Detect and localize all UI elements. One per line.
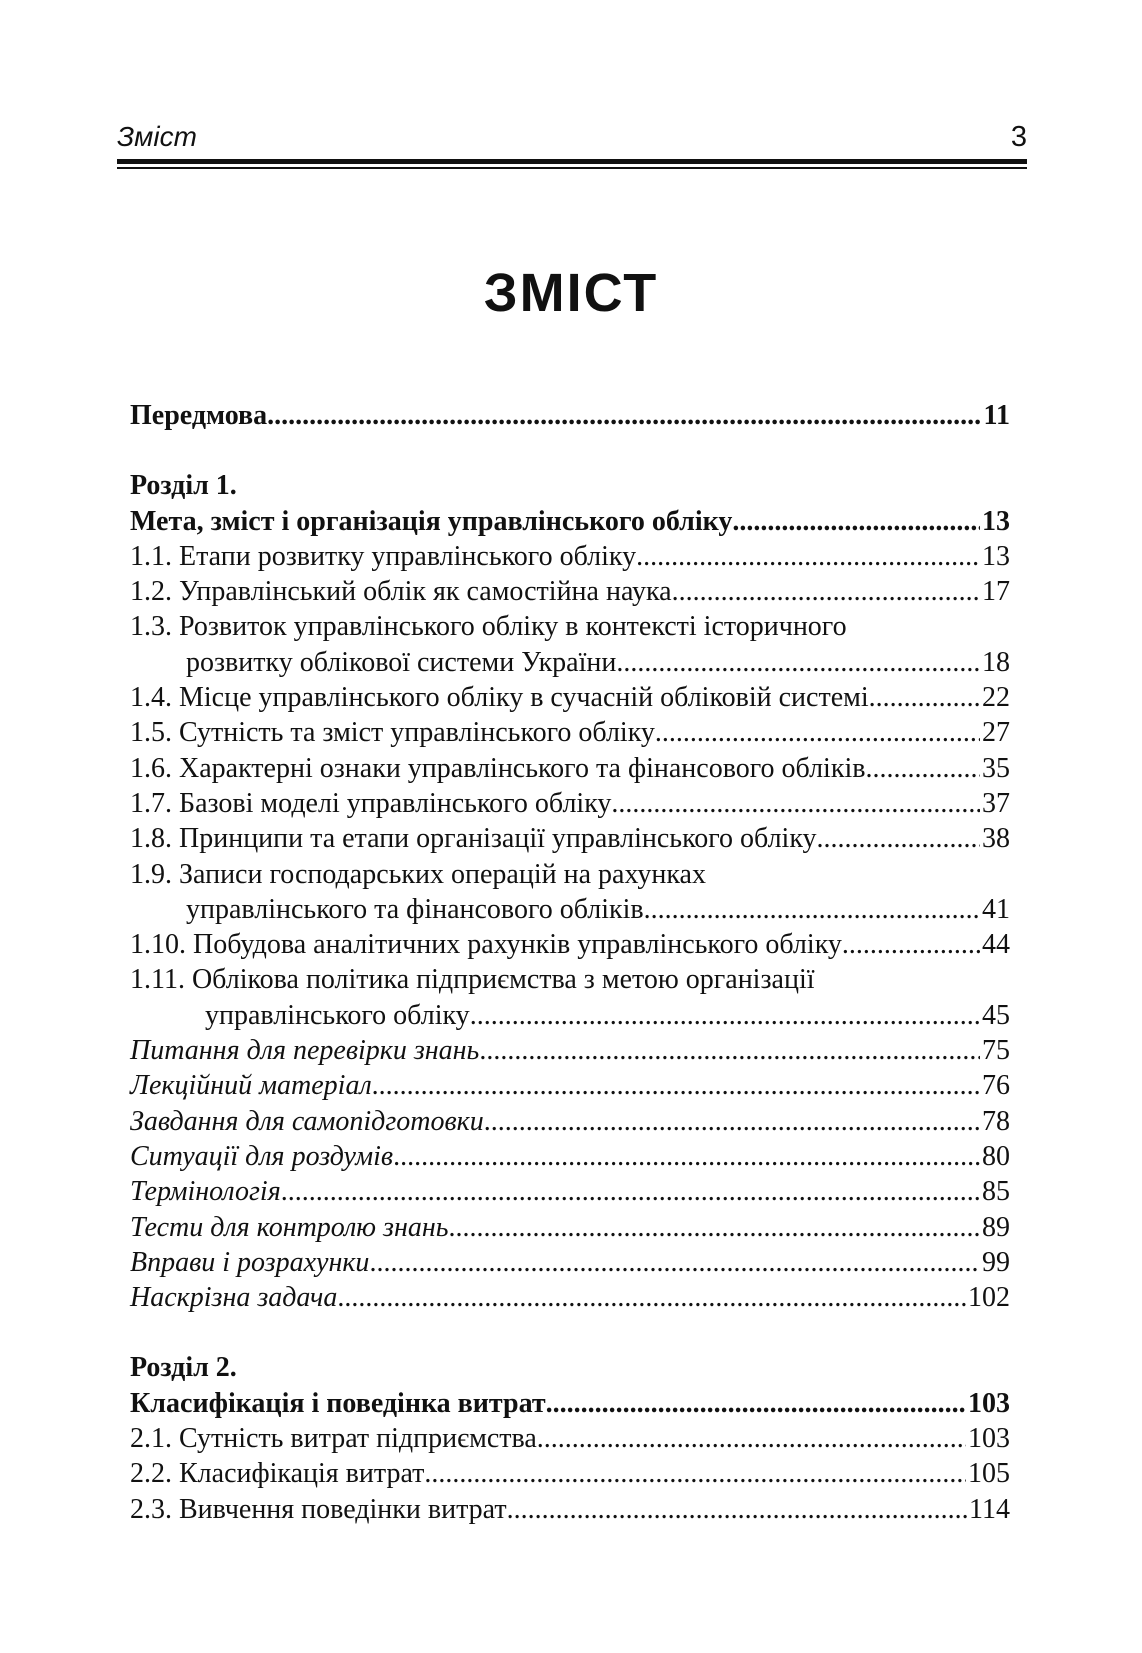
toc-entry-end-to-end-task[interactable] bbox=[130, 1280, 1010, 1315]
toc-entry-text: 1.8. Принципи та етапи організації управлінського обліку bbox=[130, 823, 817, 855]
leader-dots bbox=[546, 1386, 966, 1421]
toc-entry-text: Питання для перевірки знань bbox=[130, 1035, 480, 1067]
toc-entry-page: 37 bbox=[982, 787, 1010, 819]
toc-entry-text: 1.5. Сутність та зміст управлінського обліку bbox=[130, 717, 655, 749]
toc-entry-1-7[interactable] bbox=[130, 786, 1010, 821]
toc-entry-page: 99 bbox=[982, 1246, 1010, 1278]
leader-dots bbox=[267, 398, 981, 433]
toc-entry-section-2-title[interactable] bbox=[130, 1386, 1010, 1421]
toc-entry-page: 105 bbox=[968, 1458, 1010, 1490]
toc-entry-text: 2.2. Класифікація витрат bbox=[130, 1458, 425, 1490]
toc-entry-1-8[interactable] bbox=[130, 821, 1010, 856]
header-rule-thick bbox=[117, 159, 1027, 164]
toc-entry-page: 27 bbox=[982, 717, 1010, 749]
toc-entry-page: 85 bbox=[982, 1176, 1010, 1208]
toc-entry-text: Тести для контролю знань bbox=[130, 1211, 449, 1243]
toc-entry-1-11-continued[interactable] bbox=[130, 998, 1010, 1033]
toc-entry-text: 1.3. Розвиток управлінського обліку в контексті історичного bbox=[130, 611, 847, 643]
toc-entry-page: 103 bbox=[968, 1387, 1010, 1419]
toc-entry-1-10[interactable] bbox=[130, 927, 1010, 962]
toc-entry-text: 2.3. Вивчення поведінки витрат bbox=[130, 1493, 507, 1525]
leader-dots bbox=[484, 1104, 980, 1139]
toc-entry-page: 89 bbox=[982, 1211, 1010, 1243]
leader-dots bbox=[369, 1245, 980, 1280]
running-header bbox=[117, 120, 1027, 158]
toc-entry-page: 13 bbox=[982, 505, 1010, 537]
header-rule-thin bbox=[117, 167, 1027, 169]
toc-entry-page: 102 bbox=[968, 1282, 1010, 1314]
toc-entry-page: 38 bbox=[982, 823, 1010, 855]
leader-dots bbox=[479, 1033, 980, 1068]
toc-entry-text: 1.7. Базові моделі управлінського обліку bbox=[130, 787, 612, 819]
toc-entry-text: Передмова bbox=[130, 400, 268, 431]
toc-entry-text-continued: розвитку облікової системи України bbox=[186, 646, 617, 678]
toc-entry-text: 1.2. Управлінський облік як самостійна наука bbox=[130, 576, 672, 608]
toc-entry-text: 1.11. Облікова політика підприємства з метою організації bbox=[130, 964, 815, 996]
leader-dots bbox=[372, 1068, 980, 1103]
toc-entry-1-3[interactable] bbox=[130, 609, 1010, 644]
toc-entry-text: 1.9. Записи господарських операцій на рахунках bbox=[130, 858, 706, 890]
toc-entry-review-questions[interactable] bbox=[130, 1033, 1010, 1068]
toc-entry-page: 114 bbox=[969, 1493, 1010, 1525]
toc-entry-terminology[interactable] bbox=[130, 1174, 1010, 1209]
toc-entry-text: Завдання для самопідготовки bbox=[130, 1105, 484, 1137]
toc-entry-page: 11 bbox=[983, 400, 1010, 431]
toc-entry-1-9[interactable] bbox=[130, 857, 1010, 892]
leader-dots bbox=[865, 751, 980, 786]
toc-entry-2-2[interactable] bbox=[130, 1456, 1010, 1491]
leader-dots bbox=[732, 504, 980, 539]
toc-entry-text-continued: управлінського обліку bbox=[205, 999, 470, 1031]
toc-entry-1-6[interactable] bbox=[130, 751, 1010, 786]
toc-entry-page: 103 bbox=[968, 1423, 1010, 1455]
toc-entry-page: 78 bbox=[982, 1105, 1010, 1137]
page-number: 3 bbox=[1010, 121, 1027, 153]
toc-entry-lecture-material[interactable] bbox=[130, 1068, 1010, 1103]
toc-entry-page: 41 bbox=[982, 893, 1010, 925]
leader-dots bbox=[537, 1421, 966, 1456]
section-2-label: Розділ 2. bbox=[130, 1352, 237, 1384]
toc-entry-page: 17 bbox=[982, 576, 1010, 608]
leader-dots bbox=[636, 539, 980, 574]
leader-dots bbox=[470, 998, 980, 1033]
toc-entry-page: 80 bbox=[982, 1140, 1010, 1172]
leader-dots bbox=[644, 892, 980, 927]
toc-entry-text: Класифікація і поведінка витрат bbox=[130, 1387, 546, 1419]
toc-entry-page: 75 bbox=[982, 1035, 1010, 1067]
toc-entry-2-1[interactable] bbox=[130, 1421, 1010, 1456]
toc-entry-page: 45 bbox=[982, 999, 1010, 1031]
toc-entry-page: 18 bbox=[982, 646, 1010, 678]
table-of-contents bbox=[130, 398, 1010, 1527]
toc-entry-text: 1.6. Характерні ознаки управлінського та фінансового обліків bbox=[130, 752, 866, 784]
toc-entry-page: 13 bbox=[982, 540, 1010, 572]
toc-entry-1-2[interactable] bbox=[130, 574, 1010, 609]
toc-heading: ЗМІСТ bbox=[483, 263, 659, 323]
toc-entry-1-5[interactable] bbox=[130, 715, 1010, 750]
toc-entry-page: 22 bbox=[982, 682, 1010, 714]
toc-entry-exercises[interactable] bbox=[130, 1245, 1010, 1280]
toc-entry-text: 1.10. Побудова аналітичних рахунків управлінського обліку bbox=[130, 929, 842, 961]
leader-dots bbox=[655, 715, 980, 750]
toc-entry-page: 35 bbox=[982, 752, 1010, 784]
toc-entry-text: 1.1. Етапи розвитку управлінського обліку bbox=[130, 540, 637, 572]
leader-dots bbox=[869, 680, 980, 715]
toc-entry-text: Наскрізна задача bbox=[130, 1282, 338, 1314]
toc-entry-text-continued: управлінського та фінансового обліків bbox=[186, 893, 644, 925]
toc-entry-2-3[interactable] bbox=[130, 1492, 1010, 1527]
toc-entry-page: 76 bbox=[982, 1070, 1010, 1102]
leader-dots bbox=[842, 927, 980, 962]
leader-dots bbox=[449, 1210, 981, 1245]
toc-entry-tests[interactable] bbox=[130, 1210, 1010, 1245]
leader-dots bbox=[507, 1492, 967, 1527]
toc-entry-1-1[interactable] bbox=[130, 539, 1010, 574]
toc-entry-preface[interactable] bbox=[130, 398, 1010, 433]
toc-entry-situations[interactable] bbox=[130, 1139, 1010, 1174]
leader-dots bbox=[672, 574, 980, 609]
toc-entry-1-3-continued[interactable] bbox=[130, 645, 1010, 680]
running-header-title: Зміст bbox=[117, 121, 197, 152]
toc-entry-text: Вправи і розрахунки bbox=[130, 1246, 370, 1278]
section-1-label: Розділ 1. bbox=[130, 470, 237, 502]
toc-entry-1-4[interactable] bbox=[130, 680, 1010, 715]
leader-dots bbox=[616, 645, 980, 680]
leader-dots bbox=[817, 821, 980, 856]
toc-entry-1-9-continued[interactable] bbox=[130, 892, 1010, 927]
toc-entry-text: Лекційний матеріал bbox=[130, 1070, 372, 1102]
leader-dots bbox=[611, 786, 980, 821]
toc-entry-text: Ситуації для роздумів bbox=[130, 1140, 394, 1172]
leader-dots bbox=[424, 1456, 966, 1491]
leader-dots bbox=[337, 1280, 966, 1315]
leader-dots bbox=[281, 1174, 980, 1209]
leader-dots bbox=[393, 1139, 980, 1174]
toc-entry-text: Мета, зміст і організація управлінського обліку bbox=[130, 505, 733, 537]
toc-entry-section-1-title[interactable] bbox=[130, 504, 1010, 539]
toc-entry-text: 1.4. Місце управлінського обліку в сучасній обліковій системі bbox=[130, 682, 869, 714]
toc-entry-1-11[interactable] bbox=[130, 962, 1010, 997]
toc-entry-text: Термінологія bbox=[130, 1176, 281, 1208]
toc-entry-page: 44 bbox=[982, 929, 1010, 961]
toc-entry-self-study-tasks[interactable] bbox=[130, 1104, 1010, 1139]
toc-entry-text: 2.1. Сутність витрат підприємства bbox=[130, 1423, 537, 1455]
